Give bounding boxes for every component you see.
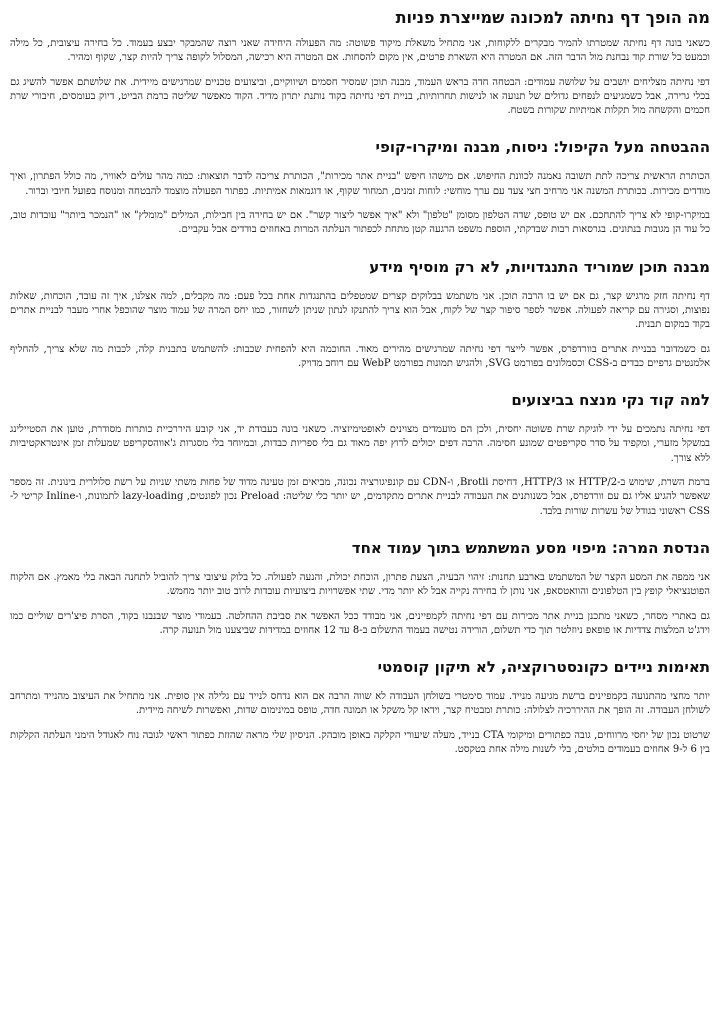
article-title: מה הופך דף נחיתה למכונה שמייצרת פניות: [395, 8, 710, 27]
section-3-paragraph-2: ברמת השרת, שימוש ב-HTTP/2 או HTTP/3, דחיסת Brotli, ו-CDN עם קונפיגורציה נכונה, מביאים זמן טעינה מדוד של פחות משתי שניות על רשת סלולרית בינונית. זה מספר שאפשר להגיע אליו גם עם וורדפרס, אבל כשנותנים את העבודה לבניית אתרים מתקדמים, יש יותר כלי שליטה: Preload נכון לפונטים, lazy-loading לתמונות, ו-Inline קריטי ל-CSS ראשוני בגודל של עשרות שורות בלבד.: [10, 477, 711, 517]
section-1-paragraph-2: במיקרו-קופי לא צריך להתחכם. אם יש טופס, שדה הטלפון מסומן "טלפון" ולא "איך אפשר ליצור קשר". אם יש בחירה בין חבילות, המילים "מומלץ" או "הנמכר ביותר" עובדות טוב, כל עוד הן מגובות בנתונים. בגרסאות רבות שבדקתי, הוספת משפט הרגעה קטן מתחת לכפתור העלתה המרות באחוזים בודדים אבל עקביים.: [10, 210, 710, 236]
section-4-paragraph-1: אני ממפה את המסע הקצר של המשתמש בארבע תחנות: זיהוי הבעיה, הצעת פתרון, הוכחת יכולת, והנעה לפעולה. כל בלוק עיצובי צריך להוביל לתחנה הבאה בלי מאמץ. אם הלקוח הפוטנציאלי קופץ בין הטלפונים והוואטסאפ, אני נותן לו בחירה נקייה אבל לא יותר מדי. שתי אפשרויות ביצועיות עובדות לרוב טוב יותר מחמש.: [10, 571, 710, 598]
intro-paragraph-2: דפי נחיתה מצליחים יושבים על שלושה עמודים: הבטחה חדה בראש העמוד, מבנה תוכן שמסיר חסמים ושיווקיים, וביצועים טכניים שמרגישים מיידית. את שלושתם אפשר להשיג גם בכלי גרירה, אבל כשמגיעים לנפחים גדולים של תנועה או לנישות תחרותיות, בניית דפי נחיתה בקוד נותנת יתרון מדיד. הקוד מאפשר שליטה ברמת הבייט, דיוק בעומסים, חיבורי שרת חכמים והקשחה מול תקלות אמיתיות שקורות בשטח.: [10, 76, 710, 117]
section-5-paragraph-1: יותר מחצי מהתנועה בקמפיינים ברשת מגיעה מנייד. עמוד סימטרי בשולחן העבודה לא שווה הרבה אם הוא נדחס לנייד עם גלילה אין סופית. אני מתחיל את העיצוב מהנייד ומתרחב לשולחן העבודה. זה הופך את ההיררכיה לצלולה: כותרת ומבטיח קצר, וידאו קל משקל או תמונה חדה, טופס במינימום שדות, ואפשרות לשיחה מיידית.: [10, 691, 710, 717]
section-2-paragraph-2: גם כשמדובר בבניית אתרים בוורדפרס, אפשר לייצר דפי נחיתה שמרגישים מהירים מאוד. החוכמה היא להפחית שכבות: להשתמש בתבנית קלה, לכבות מה שלא צריך, להחליף אלמנטים גרפיים כבדים ב-CSS וכסמלונים בפורמט SVG, ולהגיש תמונות בפורמט WebP עם רוחב מדויק.: [10, 343, 710, 369]
section-3-paragraph-1: דפי נחיתה נתמכים על ידי לוגיקת שרת פשוטה יחסית, ולכן הם מועמדים מצוינים לאופטימיזציה. כשאני בונה בעבודת יד, אני קובע היררכיית כותרות מסודרת, טוען את הסטיילינג במשקל מזערי, ומקפיד על סדר סקריפטים שמונע חסימה. הרבה דפים יכולים לרוץ יפה מאוד גם בלי ספריות כבדות, ובמיוחד בלי מסגרות ג'אווהסקריפט שמעלות זמן אינטראקטיביות ללא צורך.: [10, 424, 710, 464]
section-2-paragraph-1: דף נחיתה חזק מרגיש קצר, גם אם יש בו הרבה תוכן. אני משתמש בבלוקים קצרים שמטפלים בהתנגדות אחת בכל פעם: מה מקבלים, למה אצלנו, איך זה עובד, הוכחות, שאלות נפוצות, וסגירה עם קריאה לפעולה. אפשר לספר סיפור קצר של לקוח, אבל הוא צריך להתנקז לנתון שניתן לשחזור, כמו יחס המרה של עמוד מוצר שהוכפל אחרי מעבר לבניית אתרים בקוד במקום תבנית.: [10, 290, 710, 331]
section-4-paragraph-2: גם באתרי מסחר, כשאני מתכנן בניית אתר מכירות עם דפי נחיתה לקמפיינים, אני מבודד ככל האפשר את סביבת ההחלטה. בעמודי מוצר שבנבנו בקוד, הסרת פיצ'רים שוליים כמו וידג'ט המלצות צדדיות או פופאפ ניוזלטר תוך כדי תשלום, הורידה נטישה בעמוד התשלום ב-8 עד 12 אחוזים במדידות שביצענו מול תנועה קרה.: [10, 610, 710, 636]
section-5-heading: תאימות ניידים כקונסטרוקציה, לא תיקון קוסמטי: [377, 658, 710, 677]
section-1-heading: ההבטחה מעל הקיפול: ניסוח, מבנה ומיקרו-קופי: [375, 138, 710, 157]
intro-paragraph-1: כשאני בונה דף נחיתה שמטרתו להמיר מבקרים ללקוחות, אני מתחיל משאלת מיקוד פשוטה: מה הפעולה היחידה שאני רוצה שהמבקר יבצע בעמוד. כל בחירה עיצובית, כל מילה וכמעט כל שורת קוד נבחנת מול הדבר הזה. אם המטרה היא השארת פרטים, אין מקום להסחות. אם המטרה היא רכישה, המסלול לקופה צריך להיות קצר, שקוף ומהיר.: [10, 38, 710, 64]
section-4-heading: הנדסת המרה: מיפוי מסע המשתמש בתוך עמוד אחד: [351, 538, 710, 557]
section-1-paragraph-1: הכותרת הראשית צריכה לתת תשובה נאמנה לכוונת החיפוש. אם מישהו חיפש "בניית אתר מכירות", הכותרת צריכה לדבר תוצאות: כמה מהר עולים לאוויר, מה כולל הפתרון, ואיך מודדים מכירות. בכותרת המשנה אני מרחיב חצי צעד עם ערך מוחשי: לוחות זמנים, תמחור שקוף, או דוגמאות אמיתיות. כפתור הפעולה מוצמד להבטחה ומנוסח בפועל חיובי וברור.: [10, 171, 710, 197]
section-3-heading: למה קוד נקי מנצח בביצועים: [511, 391, 710, 410]
section-2-heading: מבנה תוכן שמוריד התנגדויות, לא רק מוסיף מידע: [369, 257, 710, 276]
section-5-paragraph-2: שרטוט נכון של יחסי מרווחים, גובה כפתורים ומיקומי CTA בנייד, מעלה שיעורי הקלקה באופן מובהק. הניסיון שלי מראה שהזזת כפתור ראשי לגובה נוח לאגודל הימני העלתה הקלקות בין 6 ל-9 אחוזים בעמודים בולטים, בלי לשנות מילה אחת בטקסט.: [10, 729, 711, 756]
